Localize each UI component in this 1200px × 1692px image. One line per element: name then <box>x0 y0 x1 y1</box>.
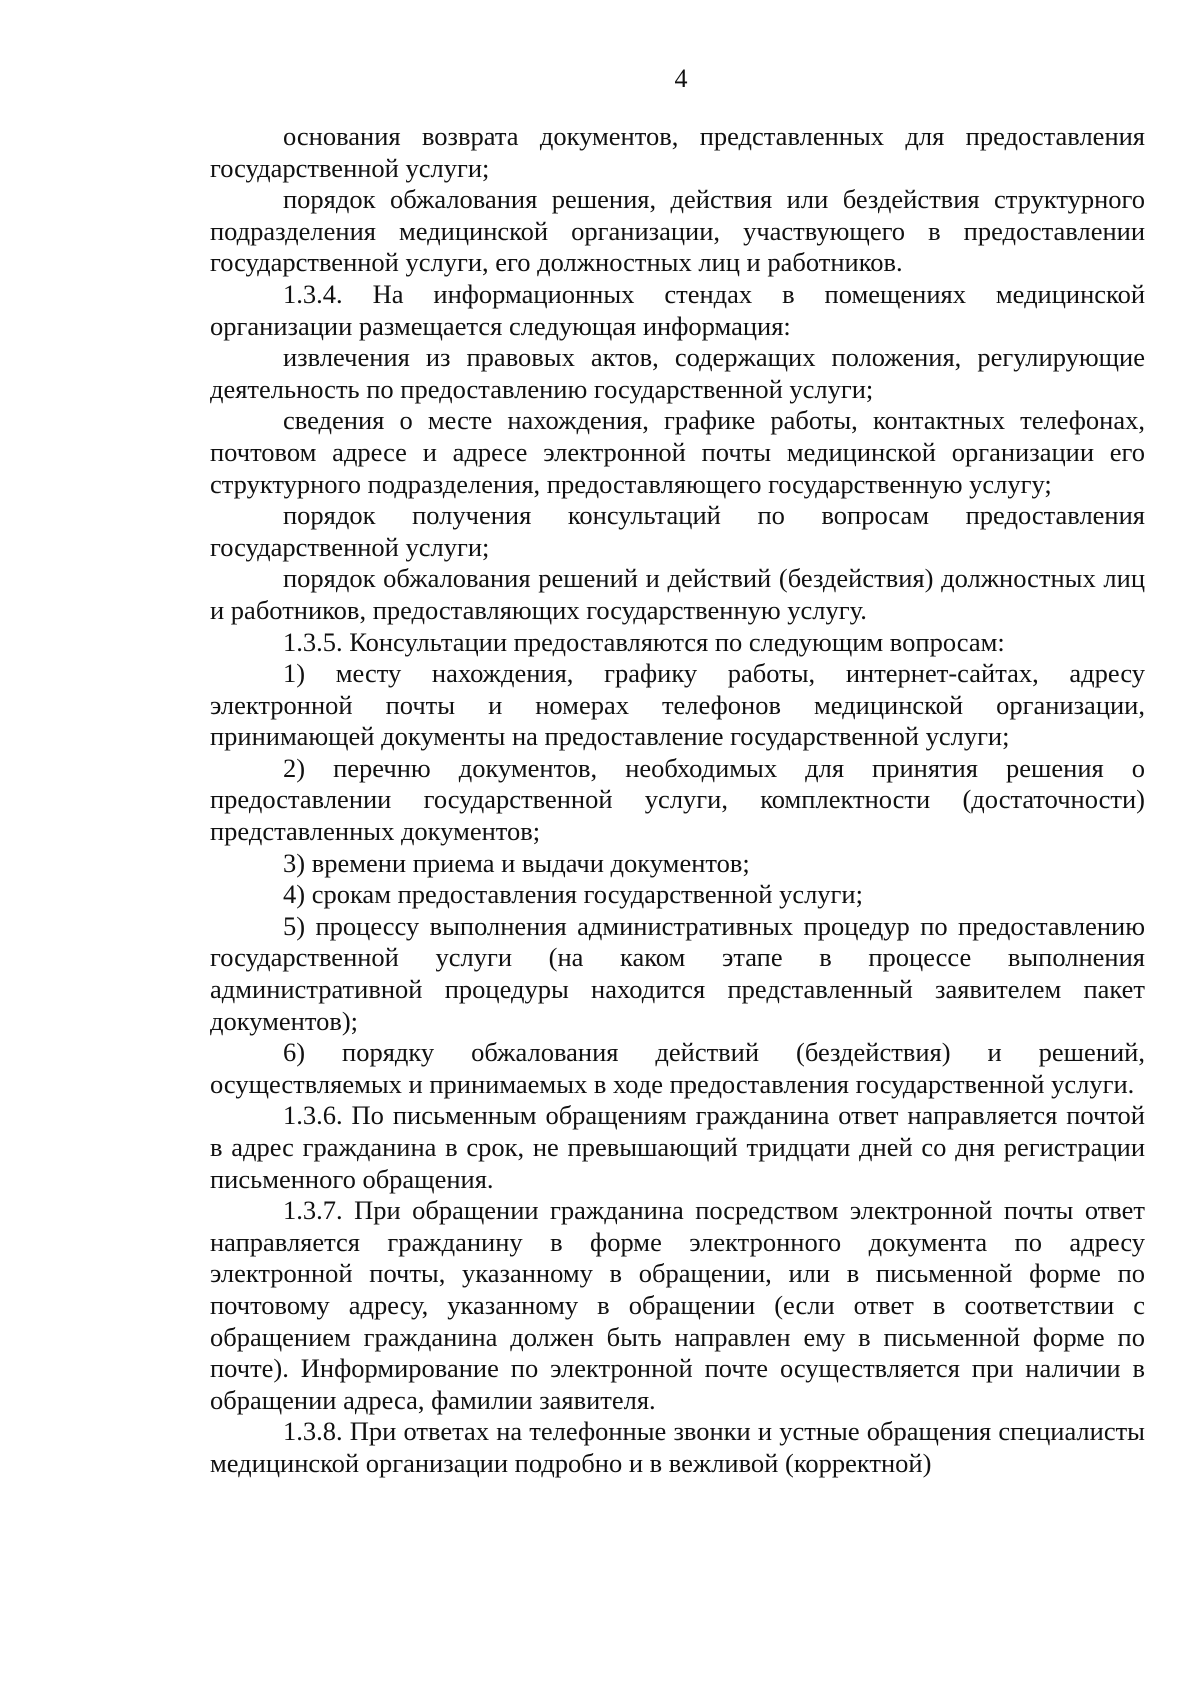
paragraph: сведения о месте нахождения, графике работы, контактных телефонах, почтовом адресе и адресе электронной почты медицинской организации его структурного подразделения, предоставляющего государственную услугу; <box>210 405 1145 499</box>
page-number: 4 <box>674 64 688 93</box>
paragraph: извлечения из правовых актов, содержащих положения, регулирующие деятельность по предоставлению государственной услуги; <box>210 342 1145 404</box>
paragraph: 1) месту нахождения, графику работы, интернет-сайтах, адресу электронной почты и номерах телефонов медицинской организации, принимающей документы на предоставление государственной услуги; <box>210 658 1145 752</box>
paragraph: 1.3.5. Консультации предоставляются по следующим вопросам: <box>283 626 1005 657</box>
paragraph: 1.3.7. При обращении гражданина посредством электронной почты ответ направляется гражданину в форме электронного документа по адресу электронной почты, указанному в обращении, или в письменной форме по почтовому адресу, указанному в обращении (если ответ в соответствии с обращением гражданина должен быть направлен ему в письменной форме по почте). Информирование по электронной почте осуществляется при наличии в обращении адреса, фамилии заявителя. <box>210 1195 1145 1415</box>
paragraph: порядок обжалования решений и действий (бездействия) должностных лиц и работников, предоставляющих государственную услугу. <box>210 563 1145 625</box>
paragraph: порядок получения консультаций по вопросам предоставления государственной услуги; <box>210 500 1145 562</box>
paragraph: 6) порядку обжалования действий (бездействия) и решений, осуществляемых и принимаемых в ходе предоставления государственной услуги. <box>210 1037 1145 1099</box>
paragraph: 5) процессу выполнения административных процедур по предоставлению государственной услуги (на каком этапе в процессе выполнения административной процедуры находится представленный заявителем пакет документов); <box>210 910 1145 1036</box>
paragraph: 1.3.6. По письменным обращениям гражданина ответ направляется почтой в адрес гражданина в срок, не превышающий тридцати дней со дня регистрации письменного обращения. <box>210 1100 1145 1194</box>
paragraph: 3) времени приема и выдачи документов; <box>283 847 750 878</box>
paragraph: 1.3.8. При ответах на телефонные звонки и устные обращения специалисты медицинской организации подробно и в вежливой (корректной) <box>210 1416 1145 1478</box>
paragraph: 4) срокам предоставления государственной услуги; <box>283 879 863 910</box>
paragraph: основания возврата документов, представленных для предоставления государственной услуги; <box>210 121 1145 183</box>
paragraph: порядок обжалования решения, действия или бездействия структурного подразделения медицинской организации, участвующего в предоставлении государственной услуги, его должностных лиц и работников. <box>210 184 1145 278</box>
paragraph: 1.3.4. На информационных стендах в помещениях медицинской организации размещается следующая информация: <box>210 278 1145 341</box>
paragraph: 2) перечню документов, необходимых для принятия решения о предоставлении государственной услуги, комплектности (достаточности) представленных документов; <box>210 752 1145 847</box>
document-body <box>210 121 1145 1480</box>
